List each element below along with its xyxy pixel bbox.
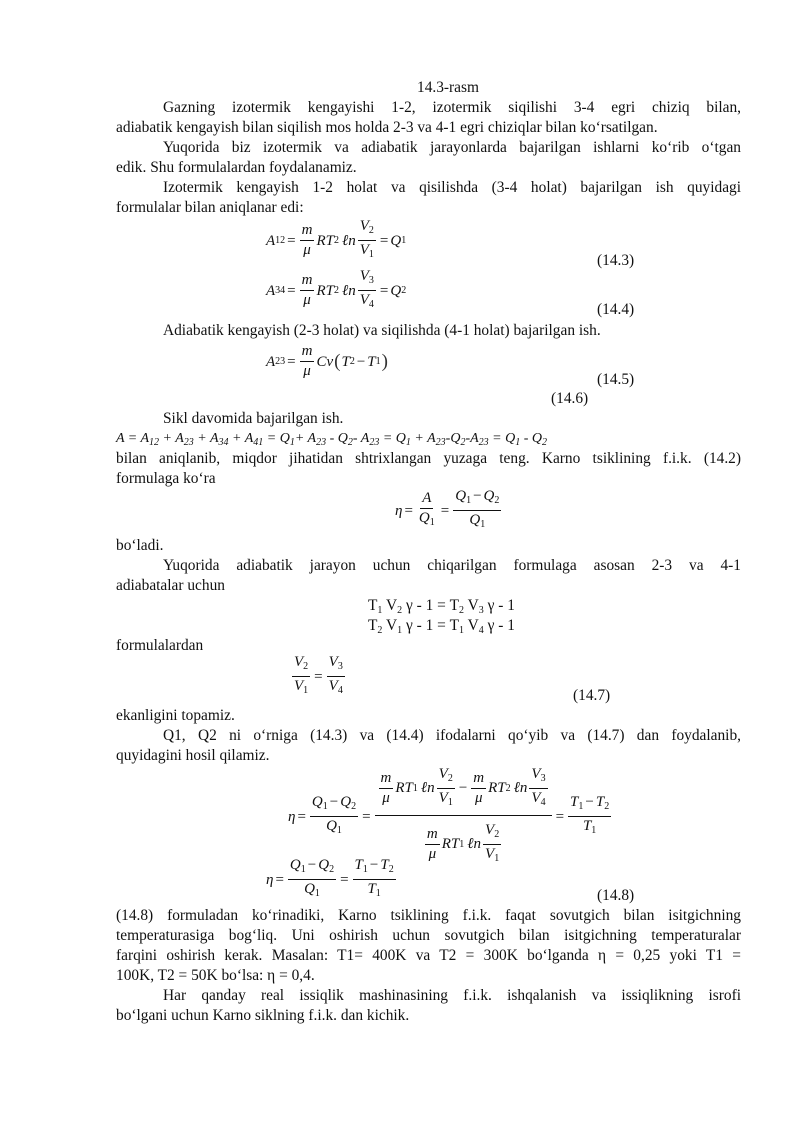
equation-14-4: A 34 = $\frac{m}{\mu}$ RT 2 ℓn $\frac{V_3}{V_4}$ = Q 2	[266, 268, 407, 310]
efficiency-derivation: η = $\frac{Q_1 - Q_2}{Q_1}$ = $\frac{m}{\mu}$ RT 1 ℓn $\frac{V_2}{V_1}$ − $\frac{m}{\mu}$ RT 2 ℓn $\frac{V_3}{V_4}$ $\frac{m}{\mu}$ RT 1 ℓn $\frac{V_2}{V_1}$ = $\frac{T_1 - T_2}{T_1}$	[288, 766, 610, 864]
paragraph-line: Sikl davomida bajarilgan ish.	[163, 410, 344, 427]
work-equation: $A = A_{12} + A_{23} + A_{34} + A_{41} = Q_1+ A_{23} - Q_2-$ $A_{23} = Q_1 + A_{23}-Q_2-A_{23} = Q_1 - Q_2$	[116, 431, 548, 448]
paragraph-line: edik. Shu formulalardan foydalanamiz.	[116, 159, 357, 176]
paragraph-line: quyidagini hosil qilamiz.	[116, 747, 270, 764]
paragraph-line: Gazning izotermik kengayishi 1-2, izotermik siqilishi 3-4 egri chiziq bilan,	[163, 99, 741, 116]
paragraph-line: Har qanday real issiqlik mashinasining f.i.k. ishqalanish va issiqlikning isrofi	[163, 987, 741, 1004]
paragraph-line: adiabatalar uchun	[116, 577, 225, 594]
paragraph-line: ekanligini topamiz.	[116, 707, 235, 724]
equation-number: (14.7)	[573, 687, 611, 704]
equation-14-7: $\frac{V_2}{V_1}$ = $\frac{V_3}{V_4}$	[294, 654, 343, 696]
paragraph-line: formulaga ko‘ra	[116, 470, 216, 487]
equation-number: (14.6)	[551, 390, 589, 407]
equation-14-5: A 23 = $\frac{m}{\mu}$ Cv ( T 2 − T 1 )	[266, 343, 388, 379]
paragraph-line: 100K, T2 = 50K bo‘lsa: η = 0,4.	[116, 967, 315, 984]
paragraph-line: Adiabatik kengayish (2-3 holat) va siqilishda (4-1 holat) bajarilgan ish.	[163, 322, 601, 339]
paragraph-line: bilan aniqlanib, miqdor jihatidan shtrixlangan yuzaga teng. Karno tsiklining f.i.k. (14.2)	[116, 450, 741, 467]
equation-number: (14.4)	[597, 301, 635, 318]
paragraph-line: farqini oshirish kerak. Masalan: T1= 400K va T2 = 300K bo‘lganda η = 0,25 yoki T1 =	[116, 947, 741, 964]
equation-14-8: η = $\frac{Q_1 - Q_2}{Q_1}$ = $\frac{T_1 - T_2}{T_1}$	[266, 857, 394, 899]
figure-caption: 14.3-rasm	[417, 79, 479, 96]
equation-number: (14.5)	[597, 371, 635, 388]
paragraph-line: formulalardan	[116, 637, 204, 654]
paragraph-line: Q1, Q2 ni o‘rniga (14.3) va (14.4) ifodalarni qo‘yib va (14.7) dan foydalanib,	[163, 727, 741, 744]
paragraph-line: Yuqorida adiabatik jarayon uchun chiqarilgan formulaga asosan 2-3 va 4-1	[163, 557, 741, 574]
equation-number: (14.8)	[597, 887, 635, 904]
equation-number: (14.3)	[597, 252, 635, 269]
paragraph-line: adiabatik kengayish bilan siqilish mos holda 2-3 va 4-1 egri chiziqlar bilan ko‘rsatilgan.	[116, 119, 658, 136]
efficiency-equation: η = $\frac{A}{Q_1}$ = $\frac{Q_1 - Q_2}{Q_1}$	[395, 488, 500, 530]
equation-14-3: A 12 = $\frac{m}{\mu}$ RT 2 ℓn $\frac{V_2}{V_1}$ = Q 1	[266, 218, 407, 260]
paragraph-line: (14.8) formuladan ko‘rinadiki, Karno tsiklining f.i.k. faqat sovutgich bilan isitgichning	[116, 907, 741, 924]
paragraph-line: Izotermik kengayish 1-2 holat va qisilishda (3-4 holat) bajarilgan ish quyidagi	[163, 179, 741, 196]
paragraph-line: bo‘ladi.	[116, 537, 164, 554]
paragraph-line: bo‘lgani uchun Karno siklning f.i.k. dan kichik.	[116, 1007, 410, 1024]
paragraph-line: formulalar bilan aniqlanar edi:	[116, 199, 304, 216]
adiabat-equation: $T_1$ $V_2$ $\gamma - 1 = T_2$ $V_3$ γ - 1	[368, 597, 515, 616]
paragraph-line: Yuqorida biz izotermik va adiabatik jarayonlarda bajarilgan ishlarni ko‘rib o‘tgan	[163, 139, 741, 156]
adiabat-equation: $T_2$ $V_1$ $\gamma - 1 = T_1$ $V_4$ γ - 1	[368, 617, 515, 636]
paragraph-line: temperaturasiga bog‘liq. Uni oshirish uchun sovutgich bilan isitgichning temperaturalar	[116, 927, 741, 944]
